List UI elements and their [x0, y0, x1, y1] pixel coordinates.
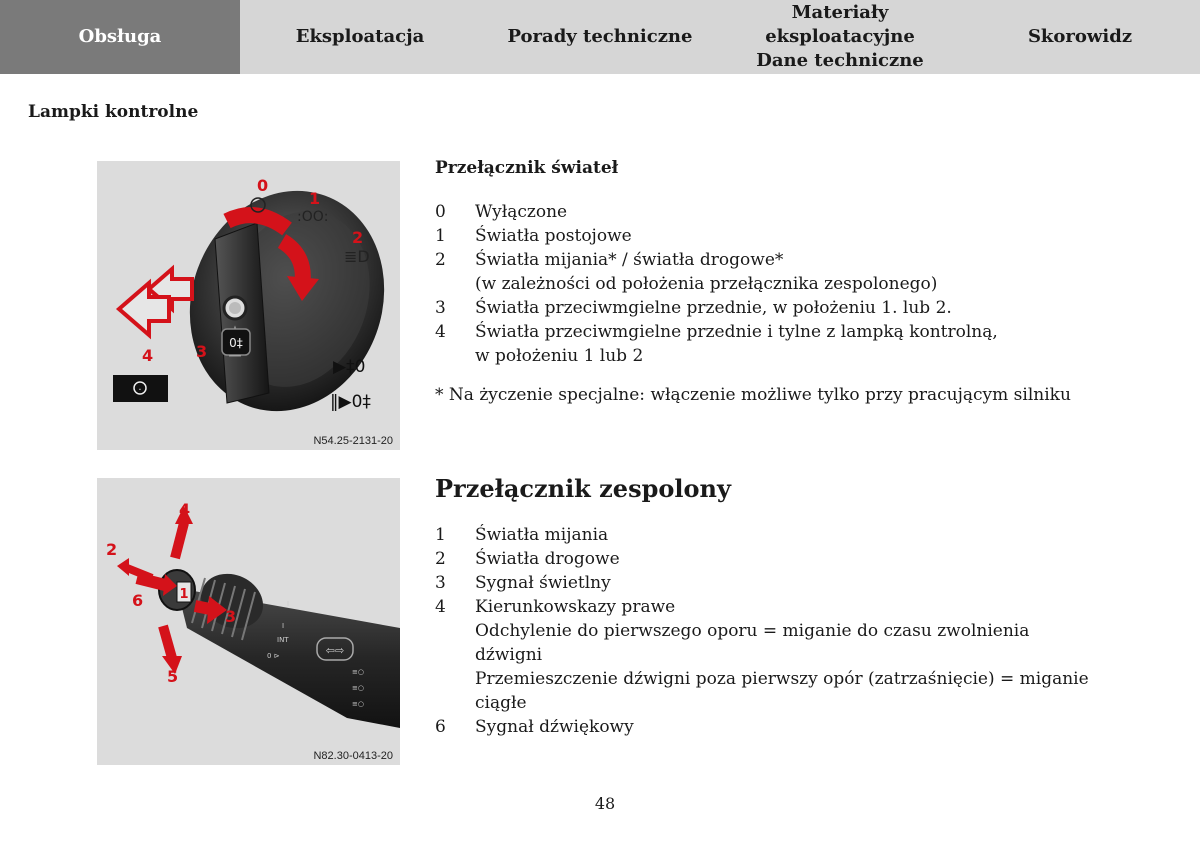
footnote: * Na życzenie specjalne: włączenie możliwe tylko przy pracującym silniku: [435, 385, 1071, 405]
top-navigation: [0, 0, 1200, 74]
svg-text:0‡: 0‡: [229, 336, 243, 350]
combination-switch-section: [435, 474, 1135, 739]
list-item-continuation: Przemieszczenie dźwigni poza pierwszy opór (zatrzaśnięcie) = miganie: [475, 669, 1089, 689]
svg-text:0 ⊳: 0 ⊳: [267, 652, 280, 660]
tab-label-line1: Materiały eksploatacyjne: [765, 2, 915, 47]
svg-text:≡○: ≡○: [352, 668, 364, 676]
svg-text:INT: INT: [277, 636, 289, 644]
light-switch-heading: Przełącznik świateł: [435, 158, 619, 178]
list-item-continuation: dźwigni: [475, 645, 543, 665]
tab-porady-techniczne[interactable]: Porady techniczne: [480, 0, 720, 74]
tab-skorowidz[interactable]: Skorowidz: [960, 0, 1200, 74]
tab-materialy-dane[interactable]: [720, 0, 960, 74]
list-item: 0 Wyłączone: [435, 202, 568, 222]
svg-text:I: I: [287, 600, 290, 608]
page-number: 48: [594, 794, 616, 813]
light-switch-list: [435, 200, 1135, 368]
marker-3: 3: [225, 607, 237, 626]
figure-code: N82.30-0413-20: [313, 750, 393, 762]
marker-1: 1: [309, 189, 321, 208]
marker-0: 0: [257, 176, 269, 195]
combination-switch-list: [435, 523, 1135, 739]
marker-6: 6: [132, 591, 144, 610]
list-item-continuation: ciągłe: [475, 693, 527, 713]
svg-text:▶‡0: ▶‡0: [333, 357, 366, 377]
list-item-continuation: w położeniu 1 lub 2: [475, 346, 644, 366]
list-item: 2 Światła drogowe: [435, 549, 620, 569]
svg-text:⇦⇨: ⇦⇨: [325, 644, 345, 657]
marker-3: 3: [196, 342, 208, 361]
marker-4: 4: [142, 346, 154, 365]
list-item: 1 Światła postojowe: [435, 226, 632, 246]
list-item: 4 Kierunkowskazy prawe: [435, 597, 676, 617]
tab-label-line2: Dane techniczne: [756, 50, 924, 71]
combination-switch-heading: Przełącznik zespolony: [435, 474, 731, 503]
svg-text:≡○: ≡○: [352, 700, 364, 708]
list-item: 4 Światła przeciwmgielne przednie i tylne z lampką kontrolną,: [435, 322, 998, 342]
svg-text:≣D: ≣D: [344, 247, 370, 266]
list-item-continuation: (w zależności od położenia przełącznika zespolonego): [475, 274, 938, 294]
marker-1: 1: [179, 587, 189, 602]
section-title: Lampki kontrolne: [28, 102, 199, 122]
marker-5: 5: [167, 667, 179, 686]
list-item: 2 Światła mijania* / światła drogowe*: [435, 250, 784, 270]
tab-obsluga[interactable]: Obsługa: [0, 0, 240, 74]
list-item: 6 Sygnał dźwiękowy: [435, 717, 634, 737]
marker-2: 2: [352, 228, 364, 247]
svg-text::ОО:: :ОО:: [297, 209, 329, 225]
tab-eksploatacja[interactable]: Eksploatacja: [240, 0, 480, 74]
marker-2: 2: [106, 540, 118, 559]
light-switch-illustration: [97, 161, 400, 450]
svg-text:‖▶0‡: ‖▶0‡: [330, 392, 371, 412]
list-item-continuation: Odchylenie do pierwszego oporu = miganie do czasu zwolnienia: [475, 621, 1030, 641]
list-item: 3 Sygnał świetlny: [435, 573, 611, 593]
marker-4: 4: [179, 500, 191, 519]
svg-text:I: I: [282, 622, 285, 630]
svg-text:·: ·: [138, 385, 142, 396]
list-item: 1 Światła mijania: [435, 525, 609, 545]
list-item: 3 Światła przeciwmgielne przednie, w położeniu 1. lub 2.: [435, 298, 952, 318]
light-switch-section: [435, 158, 1135, 407]
svg-text:≡○: ≡○: [352, 684, 364, 692]
combination-switch-illustration: [97, 478, 400, 765]
figure-code: N54.25-2131-20: [313, 435, 393, 447]
